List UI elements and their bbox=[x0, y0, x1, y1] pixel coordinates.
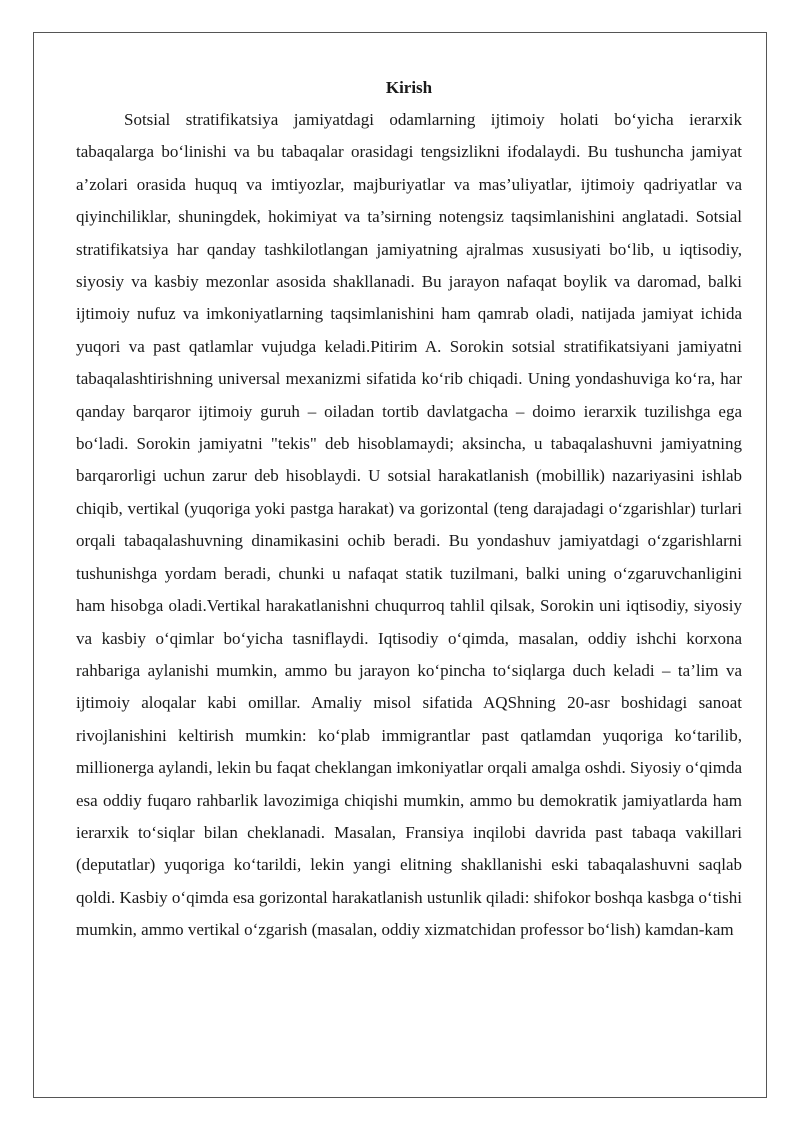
document-title: Kirish bbox=[385, 78, 433, 97]
body-paragraph: Sotsial stratifikatsiya jamiyatdagi odamlarning ijtimoiy holati bo‘yicha ierarxik tabaqalarga bo‘linishi va bu tabaqalar orasidagi tengsizlikni ifodalaydi. Bu tushuncha jamiyat a’zolari orasida huquq va imtiyozlar, majburiyatlar va mas’uliyatlar, ijtimoiy qadriyatlar va qiyinchiliklar, shuningdek, hokimiyat va ta’sirning notengsiz taqsimlanishini anglatadi. Sotsial stratifikatsiya har qanday tashkilotlangan jamiyatning ajralmas xususiyati bo‘lib, u iqtisodiy, siyosiy va kasbiy mezonlar asosida shakllanadi. Bu jarayon nafaqat boylik va daromad, balki ijtimoiy nufuz va imkoniyatlarning taqsimlanishini ham qamrab oladi, natijada jamiyat ichida yuqori va past qatlamlar vujudga keladi.Pitirim A. Sorokin sotsial stratifikatsiyani jamiyatni tabaqalashtirishning universal mexanizmi sifatida ko‘rib chiqadi. Uning yondashuviga ko‘ra, har qanday barqaror ijtimoiy guruh – oiladan tortib davlatgacha – doimo ierarxik tuzilishga ega bo‘ladi. Sorokin jamiyatni "tekis" deb hisoblamaydi; aksincha, u tabaqalashuvni jamiyatning barqarorligi uchun zarur deb hisoblaydi. U sotsial harakatlanish (mobillik) nazariyasini ishlab chiqib, vertikal (yuqoriga yoki pastga harakat) va gorizontal (teng darajadagi o‘zgarishlar) turlari orqali tabaqalashuvning dinamikasini ochib beradi. Bu yondashuv jamiyatdagi o‘zgarishlarni tushunishga yordam beradi, chunki u nafaqat statik tuzilmani, balki uning o‘zgaruvchanligini ham hisobga oladi.Vertikal harakatlanishni chuqurroq tahlil qilsak, Sorokin uni iqtisodiy, siyosiy va kasbiy o‘qimlar bo‘yicha tasniflaydi. Iqtisodiy o‘qimda, masalan, oddiy ishchi korxona rahbariga aylanishi mumkin, ammo bu jarayon ko‘pincha to‘siqlarga duch keladi – ta’lim va ijtimoiy aloqalar kabi omillar. Amaliy misol sifatida AQShning 20-asr boshidagi sanoat rivojlanishini keltirish mumkin: ko‘plab immigrantlar past qatlamdan yuqoriga ko‘tarilib, millionerga aylandi, lekin bu faqat cheklangan imkoniyatlar orqali amalga oshdi. Siyosiy o‘qimda esa oddiy fuqaro rahbarlik lavozimiga chiqishi mumkin, ammo bu demokratik jamiyatlarda ham ierarxik to‘siqlar bilan cheklanadi. Masalan, Fransiya inqilobi davrida past tabaqa vakillari (deputatlar) yuqoriga ko‘tarildi, lekin yangi elitning shakllanishi eski tabaqalashuvni saqlab qoldi. Kasbiy o‘qimda esa gorizontal harakatlanish ustunlik qiladi: shifokor boshqa kasbga o‘tishi mumkin, ammo vertikal o‘zgarish (masalan, oddiy xizmatchidan professor bo‘lish) kamdan-kam bbox=[76, 110, 742, 940]
document-content bbox=[76, 72, 742, 947]
